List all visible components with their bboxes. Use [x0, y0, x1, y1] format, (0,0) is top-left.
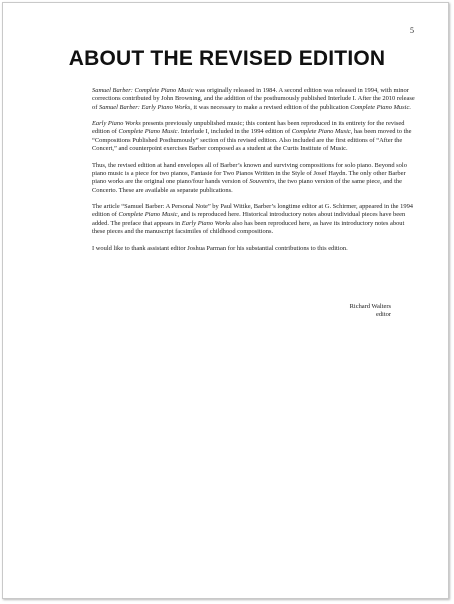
text-run: , the two piano version of the same piece, and the Concerto. These are available as separate publications.	[92, 178, 402, 194]
italic-title: Complete Piano Music	[350, 103, 410, 111]
italic-title: Samuel Barber: Early Piano Works	[98, 103, 191, 111]
paragraph	[92, 245, 419, 253]
italic-title: Complete Piano Music	[118, 211, 178, 219]
text-run: , has been moved to the “Compositions Published Posthumously” section of this revised edition. Also included are the first editions of “After the Concert,” and counterpoint exercises Barber composed as a student at the Curtis Institute of Music.	[92, 128, 412, 153]
text-run: , and is reproduced here. Historical introductory notes about individual pieces have been added. The preface that appears in	[92, 211, 406, 227]
text-run: Thus, the revised edition at hand envelopes all of Barber’s known and surviving compositions for solo piano. Beyond solo piano music is a piece for two pianos, Fantasie for Two Pianos Written in the Style of Josef Haydn. The only other Barber piano works are the original one piano/four hands version of	[92, 161, 407, 186]
paragraph	[92, 87, 419, 112]
text-run: . Interlude I, included in the 1994 edition of	[177, 128, 292, 136]
italic-title: Early Piano Works	[181, 219, 231, 227]
signature-block	[350, 303, 391, 320]
paragraph	[92, 120, 419, 153]
text-run: I would like to thank assistant editor Joshua Parman for his substantial contributions to this edition.	[92, 244, 348, 252]
text-run: was originally released in 1984. A second edition was released in 1994, with minor corrections contributed by John Browning, and the addition of the posthumously published Interlude I. After the 2010 release of	[92, 87, 415, 111]
text-run: , it was necessary to make a revised edition of the publication	[190, 103, 351, 111]
italic-title: Souvenirs	[249, 178, 275, 186]
signature-name: Richard Walters	[349, 303, 391, 310]
italic-title: Samuel Barber: Complete Piano Music	[92, 87, 194, 94]
page-title: ABOUT THE REVISED EDITION	[68, 47, 386, 70]
text-run: .	[409, 103, 411, 111]
page-number: 5	[410, 26, 414, 35]
paragraph	[92, 162, 419, 195]
italic-title: Complete Piano Music	[118, 128, 178, 136]
italic-title: Early Piano Works	[92, 120, 141, 128]
signature-role: editor	[375, 311, 391, 319]
text-run: presents previously unpublished music; this content has been reproduced in its entirety for the revised edition of	[92, 120, 405, 136]
body-text	[92, 87, 419, 261]
italic-title: Complete Piano Music	[291, 128, 351, 136]
text-run: also has been reproduced here, as have its introductory notes about these pieces and the manuscript facsimiles of childhood compositions.	[92, 219, 405, 236]
paragraph	[92, 203, 419, 236]
text-run: The article “Samuel Barber: A Personal Note” by Paul Wittke, Barber’s longtime editor at G. Schirmer, appeared in the 1994 edition of	[92, 203, 414, 219]
